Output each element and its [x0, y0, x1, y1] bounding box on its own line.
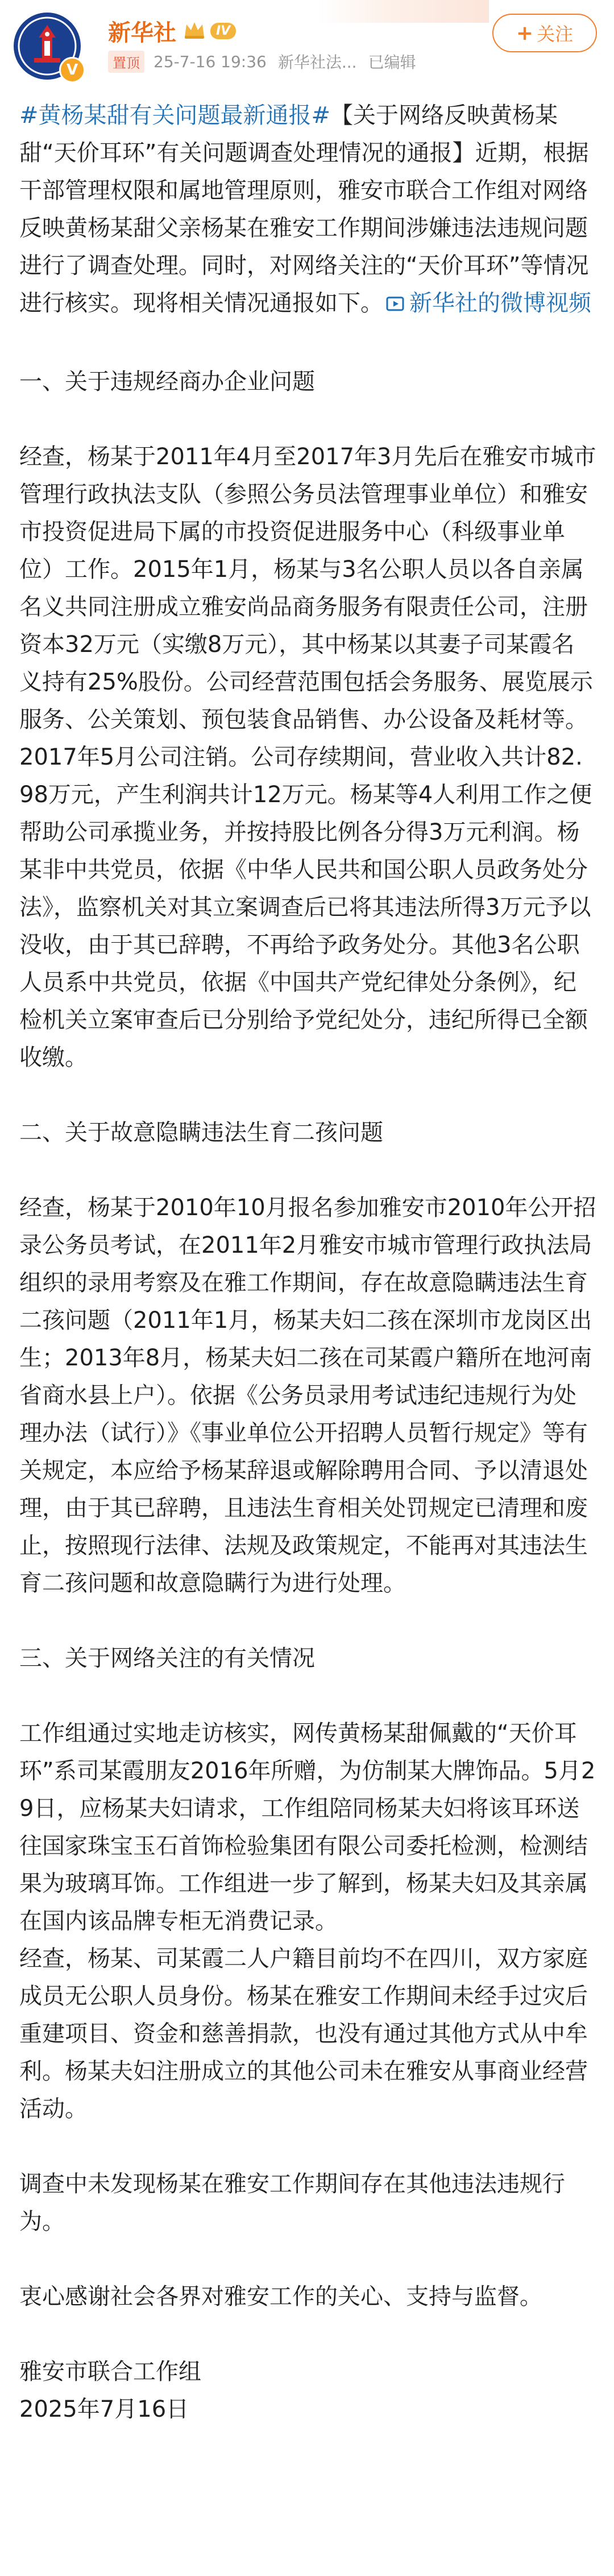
post-intro-body: 近期，根据干部管理权限和属地管理原则，雅安市联合工作组对网络反映黄杨某甜父亲杨某在雅安工作期间涉嫌违法违规问题进行了调查处理。同时，对网络关注的“天价耳环”等情况进行核实。现将相关情况通报如下。: [19, 140, 589, 316]
post-title: 【关于网络反映黄杨某甜“天价耳环”有关问题调查处理情况的通报】: [19, 102, 558, 166]
post-timestamp: 25-7-16 19:36: [154, 52, 267, 71]
video-play-icon[interactable]: [385, 288, 406, 325]
video-link[interactable]: 新华社的微博视频: [409, 290, 591, 316]
paragraph-gap: [19, 1677, 597, 1715]
section2-body: 经查，杨某于2010年10月报名参加雅安市2010年公开招录公务员考试，在2011年2月雅安市城市管理行政执法局组织的录用考察及在雅工作期间，存在故意隐瞒违法生育二孩问题（2011年1月，杨某夫妇二孩在深圳市龙岗区出生；2013年8月，杨某夫妇二孩在司某霞户籍所在地河南省商水县上户）。依据《公务员录用考试违纪违规行为处理办法（试行）》《事业单位公开招聘人员暂行规定》等有关规定，本应给予杨某辞退或解除聘用合同、予以清退处理，由于其已辞聘，且违法生育相关处罚规定已清理和废止，按照现行法律、法规及政策规定，不能再对其违法生育二孩问题和故意隐瞒行为进行处理。: [19, 1195, 596, 1596]
hashtag-link[interactable]: #黄杨某甜有关问题最新通报#: [19, 102, 331, 129]
paragraph-gap: [19, 401, 597, 438]
crown-icon: [183, 20, 206, 42]
paragraph-gap: [19, 1076, 597, 1114]
post-header: [0, 0, 614, 91]
paragraph-gap: [19, 2315, 597, 2353]
post-meta: [108, 49, 416, 74]
username[interactable]: 新华社: [108, 19, 176, 46]
post-intro: [19, 97, 597, 325]
level-badge: IV: [210, 23, 236, 39]
section1-heading: 一、关于违规经商办企业问题: [19, 369, 315, 395]
section3-body-1: 工作组通过实地走访核实，网传黄杨某甜佩戴的“天价耳环”系司某霞朋友2016年所赠，为仿制某大牌饰品。5月29日，应杨某夫妇请求，工作组陪同杨某夫妇将该耳环送往国家珠宝玉石首饰检验集团有限公司委托检测，检测结果为玻璃耳饰。工作组进一步了解到，杨某夫妇及其亲属在国内该品牌专柜无消费记录。: [19, 1720, 596, 1934]
paragraph-gap: [19, 2240, 597, 2278]
signature-date: 2025年7月16日: [19, 2396, 189, 2422]
post-source[interactable]: 新华社法...: [277, 53, 357, 72]
plus-icon: +: [516, 21, 534, 45]
paragraph-gap: [19, 325, 597, 363]
paragraph-gap: [19, 1151, 597, 1189]
post-content: [19, 97, 597, 2428]
name-row: [108, 14, 236, 48]
section3-heading: 三、关于网络关注的有关情况: [19, 1645, 315, 1671]
paragraph-gap: [19, 1602, 597, 1640]
pinned-badge: 置顶: [108, 51, 144, 73]
conclusion: 调查中未发现杨某在雅安工作期间存在其他违法违规行为。: [19, 2171, 565, 2235]
section3-body-2: 经查，杨某、司某霞二人户籍目前均不在四川，双方家庭成员无公职人员身份。杨某在雅安工作期间未经手过灾后重建项目、资金和慈善捐款，也没有通过其他方式从中牟利。杨某夫妇注册成立的其他公司未在雅安从事商业经营活动。: [19, 1946, 588, 2122]
thanks: 衷心感谢社会各界对雅安工作的关心、支持与监督。: [19, 2284, 542, 2310]
follow-label: 关注: [537, 23, 574, 45]
signature: 雅安市联合工作组: [19, 2359, 201, 2385]
edited-label[interactable]: 已编辑: [368, 53, 416, 72]
verified-v-icon: V: [59, 57, 85, 83]
header-decoration: [318, 0, 489, 23]
paragraph-gap: [19, 2128, 597, 2165]
follow-button[interactable]: [492, 14, 597, 52]
section2-heading: 二、关于故意隐瞒违法生育二孩问题: [19, 1120, 383, 1146]
section1-body: 经查，杨某于2011年4月至2017年3月先后在雅安市城市管理行政执法支队（参照公务员法管理事业单位）和雅安市投资促进局下属的市投资促进服务中心（科级事业单位）工作。2015年1月，杨某与3名公职人员以各自亲属名义共同注册成立雅安尚品商务服务有限责任公司，注册资本32万元（实缴8万元），其中杨某以其妻子司某霞名义持有25%股份。公司经营范围包括会务服务、展览展示服务、公关策划、预包装食品销售、办公设备及耗材等。2017年5月公司注销。公司存续期间，营业收入共计82.98万元，产生利润共计12万元。杨某等4人利用工作之便帮助公司承揽业务，并按持股比例各分得3万元利润。杨某非中共党员，依据《中华人民共和国公职人员政务处分法》，监察机关对其立案调查后已将其违法所得3万元予以没收，由于其已辞聘，不再给予政务处分。其他3名公职人员系中共党员，依据《中国共产党纪律处分条例》，纪检机关立案审查后已分别给予党纪处分，违纪所得已全额收缴。: [19, 444, 596, 1071]
